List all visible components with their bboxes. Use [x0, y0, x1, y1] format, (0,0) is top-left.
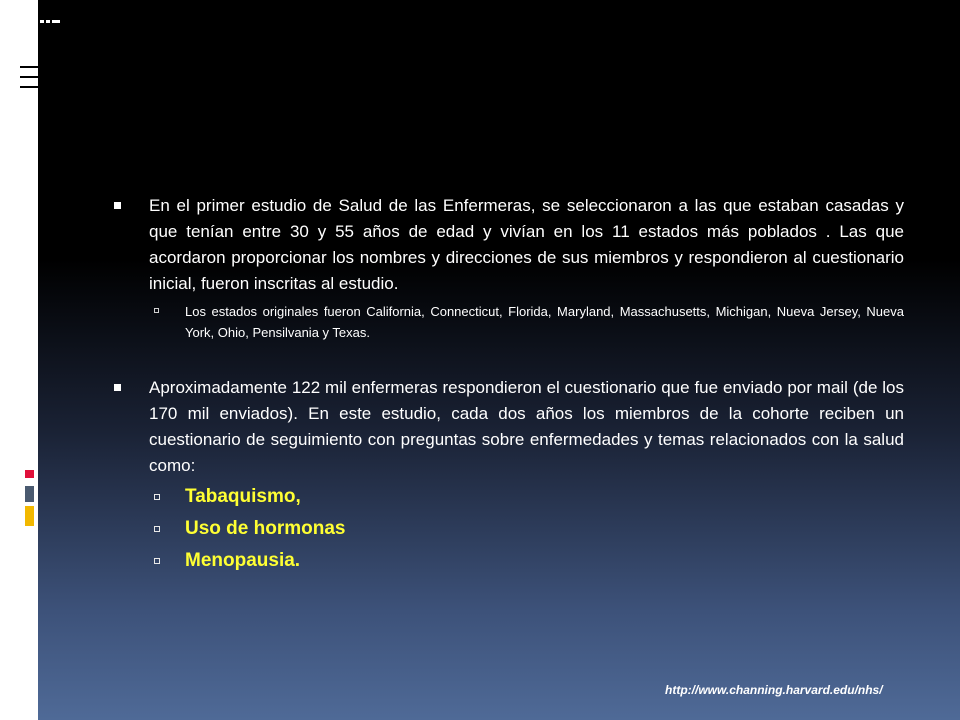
grid-decoration — [20, 20, 60, 120]
hollow-square-bullet-icon — [154, 558, 160, 564]
source-url[interactable]: http://www.channing.harvard.edu/nhs/ — [665, 683, 883, 697]
sub-bullet-text: Los estados originales fueron California, Connecticut, Florida, Maryland, Massachusetts, Michigan, Nueva Jersey, Nueva York, Ohio, Pensilvania y Texas. — [185, 304, 904, 340]
sub-bullet-item — [112, 301, 904, 343]
highlight-item — [112, 545, 904, 577]
square-bullet-icon — [114, 384, 121, 391]
hollow-square-bullet-icon — [154, 308, 159, 313]
paragraph-text: Aproximadamente 122 mil enfermeras respondieron el cuestionario que fue enviado por mail (de los 170 mil enviados). En este estudio, cada dos años los miembros de la cohorte reciben un cuestionario de seguimiento con preguntas sobre enfermedades y temas relacionados con la salud como: — [149, 378, 904, 475]
square-bullet-icon — [114, 202, 121, 209]
paragraph-text: En el primer estudio de Salud de las Enfermeras, se seleccionaron a las que estaban casadas y que tenían entre 30 y 55 años de edad y vivían en los 11 estados más poblados . Las que acordaron proporcionar los nombres y direcciones de sus miembros y respondieron al cuestionario inicial, fueron inscritas al estudio. — [149, 196, 904, 293]
hollow-square-bullet-icon — [154, 494, 160, 500]
highlight-text: Uso de hormonas — [185, 518, 346, 539]
bullet-item — [112, 193, 904, 297]
hollow-square-bullet-icon — [154, 526, 160, 532]
highlight-item — [112, 513, 904, 545]
bullet-item — [112, 375, 904, 479]
slide-body — [112, 193, 904, 577]
highlight-text: Tabaquismo, — [185, 486, 301, 507]
highlight-text: Menopausia. — [185, 550, 301, 571]
highlight-item — [112, 481, 904, 513]
